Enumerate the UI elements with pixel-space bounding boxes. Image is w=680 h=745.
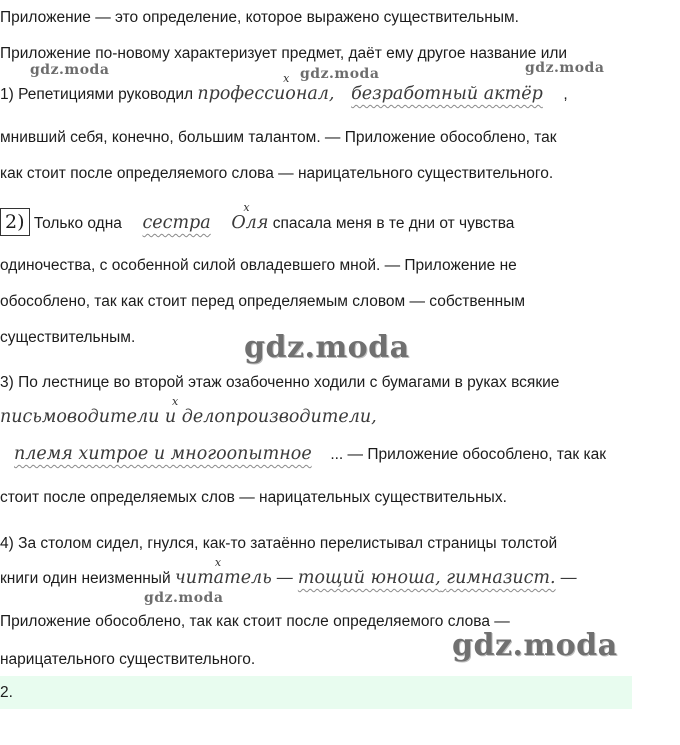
item4-line-4: нарицательного существительного. bbox=[0, 651, 256, 668]
watermark: gdz.moda bbox=[244, 330, 410, 365]
answer-label: 2. bbox=[0, 684, 13, 701]
item4-line-3: Приложение обособлено, так как стоит после определяемого слова — bbox=[0, 613, 510, 630]
item3-hw-appositive: племя хитрое и многоопытное bbox=[14, 444, 312, 464]
item4-hw-reader bbox=[174, 556, 272, 588]
item2-number: 2) bbox=[0, 208, 30, 236]
intro-line-2: Приложение по-новому характеризует предмет, даёт ему другое название или bbox=[0, 45, 568, 62]
intro-line-1: Приложение — это определение, которое выражено существительным. bbox=[0, 9, 519, 26]
item4-hw-youth: тощий юноша, bbox=[297, 568, 441, 588]
item2-line-3: обособлено, так как стоит перед определяемым словом — собственным bbox=[0, 293, 526, 310]
item4-dash-2: — bbox=[559, 568, 578, 588]
item4-dash: — bbox=[276, 568, 294, 588]
item2-hw-olya bbox=[231, 201, 269, 237]
item4-line-1: 4) За столом сидел, гнулся, как-то затаённо перелистывал страницы толстой bbox=[0, 535, 558, 552]
item3-hw-clerks bbox=[0, 395, 377, 427]
item2-hw-olya-text: Оля bbox=[231, 213, 269, 233]
item2-suffix: спасала меня в те дни от чувства bbox=[272, 215, 515, 232]
answer-row[interactable] bbox=[0, 676, 632, 709]
item2-line-4: существительным. bbox=[0, 329, 136, 346]
item1-hw-appositive-text: безработный актёр bbox=[351, 84, 543, 104]
item4-hw-reader-text: читатель bbox=[174, 568, 272, 588]
item1-hw-professional: профессионал, bbox=[197, 84, 335, 104]
item1-prefix: 1) Репетициями руководил bbox=[0, 86, 194, 103]
item3-line-1: 3) По лестнице во второй этаж озабоченно ходили с бумагами в руках всякие bbox=[0, 374, 560, 391]
x-mark: x bbox=[243, 201, 250, 214]
watermark: gdz.moda bbox=[300, 66, 380, 82]
x-mark: x bbox=[214, 556, 222, 569]
watermark: gdz.moda bbox=[144, 590, 224, 606]
item1-line-2: мнивший себя, конечно, большим талантом. — Приложение обособлено, так bbox=[0, 129, 557, 146]
watermark: gdz.moda bbox=[525, 60, 605, 76]
item4-prefix: книги один неизменный bbox=[0, 570, 171, 587]
item2-prefix: Только одна bbox=[33, 215, 122, 232]
item1-comma: , bbox=[563, 86, 568, 103]
item3-line-3: стоит после определяемых слов — нарицательных существительных. bbox=[0, 489, 507, 506]
item4-hw-gymnasist: гимназист. bbox=[446, 568, 556, 588]
item4-line-2 bbox=[0, 556, 578, 589]
item3-suffix: ... — Приложение обособлено, так как bbox=[330, 446, 607, 463]
item1-line-3: как стоит после определяемого слова — нарицательного существительного. bbox=[0, 165, 554, 182]
watermark: gdz.moda bbox=[452, 628, 618, 663]
item4-hw-appositive bbox=[298, 568, 556, 588]
item3-hw-line bbox=[0, 395, 377, 428]
x-mark: x bbox=[172, 395, 179, 408]
item3-line-2 bbox=[14, 444, 606, 465]
watermark: gdz.moda bbox=[30, 62, 110, 78]
item3-hw-clerks-text: письмоводители и делопроизводители, bbox=[0, 407, 377, 427]
item2-line-1 bbox=[0, 201, 515, 238]
item2-line-2: одиночества, с особенной силой овладевшего мной. — Приложение не bbox=[0, 257, 517, 274]
x-mark: x bbox=[283, 72, 290, 85]
item2-hw-sestra: сестра bbox=[142, 213, 211, 233]
